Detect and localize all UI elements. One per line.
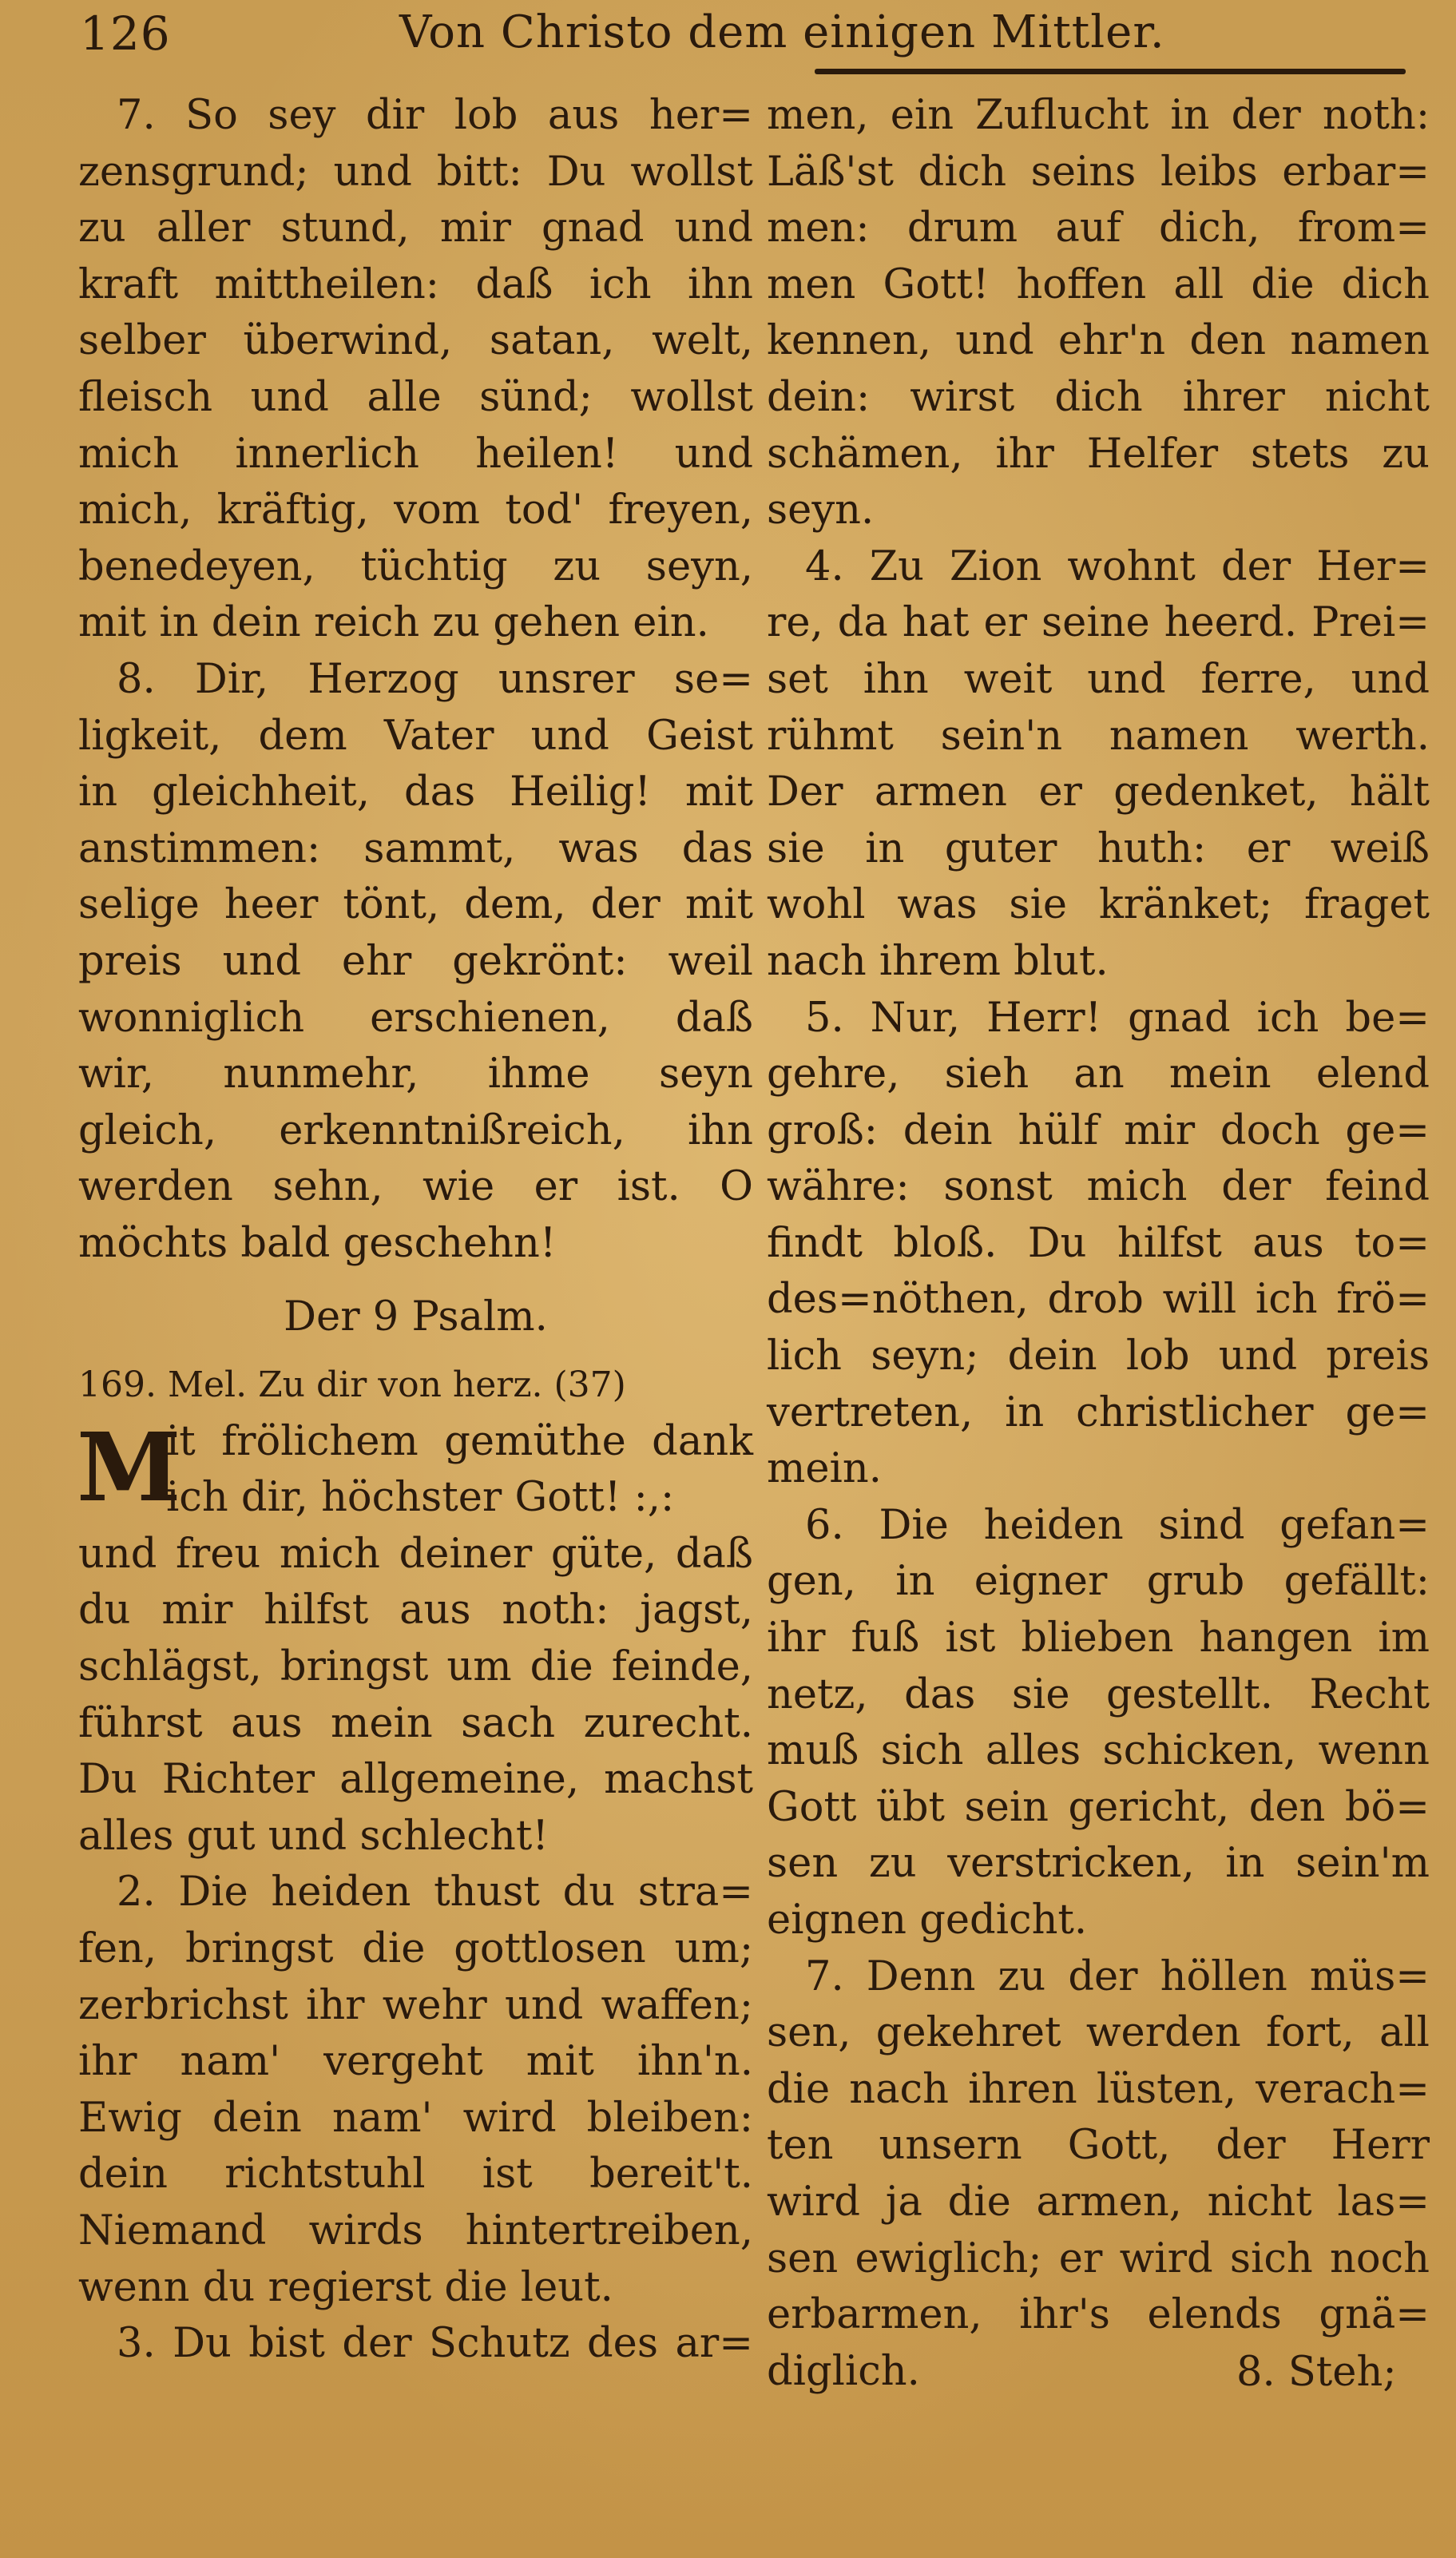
text-line: findt bloß. Du hilfst aus to= (767, 1219, 1430, 1267)
text-line: benedeyen, tüchtig zu seyn, (78, 542, 753, 590)
text-line: muß sich alles schicken, wenn (767, 1727, 1430, 1775)
text-line: wir, nunmehr, ihme seyn (78, 1051, 753, 1098)
text-line: mit in dein reich zu gehen ein. (78, 599, 709, 647)
verse-8-block (78, 652, 753, 1273)
text-line: it frölichem gemüthe dank (166, 1417, 753, 1465)
text-line: währe: sonst mich der feind (767, 1163, 1430, 1211)
psalm-title: Der 9 Psalm. (284, 1293, 548, 1341)
verse-7-block (767, 1949, 1430, 2401)
text-line: sen ewiglich; er wird sich noch (767, 2234, 1430, 2282)
running-title: Von Christo dem einigen Mittler. (399, 6, 1165, 58)
text-line: men Gott! hoffen all die dich (767, 260, 1430, 308)
text-line: ich dir, höchster Gott! :,: (166, 1474, 675, 1522)
text-line: selber überwind, satan, welt, (78, 317, 753, 365)
text-line: eignen gedicht. (767, 1897, 1088, 1944)
text-line: wird ja die armen, nicht las= (767, 2178, 1430, 2226)
verse-2-block (78, 1865, 753, 2316)
text-line: gleich, erkenntnißreich, ihn (78, 1106, 753, 1154)
text-line: 3. Du bist der Schutz des ar= (117, 2320, 753, 2368)
text-line: zu aller stund, mir gnad und (78, 205, 753, 252)
text-line: Der armen er gedenket, hält (767, 769, 1430, 816)
verse-1-block (78, 1527, 753, 1865)
hymn-heading: 169. Mel. Zu dir von herz. (37) (78, 1364, 626, 1406)
text-line: fen, bringst die gottlosen um; (78, 1925, 753, 1972)
verse-3-continuation (767, 88, 1430, 539)
text-line: groß: dein hülf mir doch ge= (767, 1106, 1430, 1154)
text-line: set ihn weit und ferre, und (767, 655, 1430, 703)
text-line: fleisch und alle sünd; wollst (78, 373, 753, 421)
text-line: anstimmen: sammt, was das (78, 824, 753, 872)
text-line: Läß'st dich seins leibs erbar= (767, 148, 1430, 196)
text-line: Niemand wirds hintertreiben, (78, 2206, 753, 2254)
text-line: diglich. (767, 2347, 920, 2395)
text-line: sie in guter huth: er weiß (767, 824, 1430, 872)
catchword: 8. Steh; (1236, 2349, 1397, 2396)
text-line: werden sehn, wie er ist. O (78, 1163, 753, 1211)
right-column (767, 88, 1430, 2400)
verse-6-block (767, 1498, 1430, 1949)
text-line: ihr nam' vergeht mit ihn'n. (78, 2038, 753, 2086)
text-line: mein. (767, 1445, 882, 1493)
text-line: des=nöthen, drob will ich frö= (767, 1276, 1430, 1324)
text-line: re, da hat er seine heerd. Prei= (767, 599, 1430, 647)
text-line: wonniglich erschienen, daß (78, 994, 753, 1042)
text-line: gen, in eigner grub gefällt: (767, 1558, 1430, 1606)
text-line: dein richtstuhl ist bereit't. (78, 2151, 753, 2199)
hymn-opening (77, 1411, 753, 1527)
page-header (80, 5, 1422, 69)
text-line: schlägst, bringst um die feinde, (78, 1643, 753, 1691)
verse-5-block (767, 991, 1430, 1498)
text-line: preis und ehr gekrönt: weil (78, 937, 753, 985)
text-line: ihr fuß ist blieben hangen im (767, 1615, 1430, 1662)
text-line: in gleichheit, das Heilig! mit (78, 769, 753, 816)
text-line: mich innerlich heilen! und (78, 430, 753, 478)
text-line: 4. Zu Zion wohnt der Her= (805, 542, 1430, 590)
text-line: Ewig dein nam' wird bleiben: (78, 2094, 753, 2142)
text-line: ligkeit, dem Vater und Geist (78, 712, 753, 760)
text-line: sen zu verstricken, in sein'm (767, 1840, 1430, 1888)
text-line: kraft mittheilen: daß ich ihn (78, 260, 753, 308)
text-line: selige heer tönt, dem, der mit (78, 881, 753, 929)
verse-7-block (78, 88, 753, 652)
text-line: seyn. (767, 487, 875, 534)
text-line: ten unsern Gott, der Herr (767, 2122, 1430, 2170)
text-line: zerbrichst ihr wehr und waffen; (78, 1981, 753, 2029)
text-line: 2. Die heiden thust du stra= (117, 1869, 753, 1917)
text-line: nach ihrem blut. (767, 937, 1109, 985)
text-line: men, ein Zuflucht in der noth: (767, 92, 1430, 139)
verse-4-block (767, 539, 1430, 991)
text-line: men: drum auf dich, from= (767, 205, 1430, 252)
left-column (78, 88, 753, 2373)
text-line: 6. Die heiden sind gefan= (805, 1501, 1430, 1549)
text-line: Du Richter allgemeine, machst (78, 1756, 753, 1804)
text-line: und freu mich deiner güte, daß (78, 1530, 753, 1578)
text-line: 7. So sey dir lob aus her= (117, 92, 753, 139)
text-line: du mir hilfst aus noth: jagst, (78, 1587, 753, 1634)
text-line: vertreten, in christlicher ge= (767, 1388, 1430, 1436)
text-line: wohl was sie kränket; fraget (767, 881, 1430, 929)
text-line: lich seyn; dein lob und preis (767, 1333, 1430, 1380)
drop-cap: M (77, 1411, 181, 1523)
text-line: 8. Dir, Herzog unsrer se= (117, 655, 753, 703)
text-line: dein: wirst dich ihrer nicht (767, 373, 1430, 421)
text-line: alles gut und schlecht! (78, 1812, 549, 1860)
header-rule (815, 69, 1406, 74)
text-line: 5. Nur, Herr! gnad ich be= (805, 994, 1430, 1042)
text-line: führst aus mein sach zurecht. (78, 1699, 753, 1747)
text-line: 7. Denn zu der höllen müs= (805, 1952, 1430, 2000)
text-line: wenn du regierst die leut. (78, 2263, 613, 2311)
text-line: sen, gekehret werden fort, all (767, 2009, 1430, 2057)
text-line: die nach ihren lüsten, verach= (767, 2065, 1430, 2113)
text-line: rühmt sein'n namen werth. (767, 712, 1430, 760)
page-number: 126 (80, 6, 171, 61)
text-line: gehre, sieh an mein elend (767, 1051, 1430, 1098)
text-line: schämen, ihr Helfer stets zu (767, 430, 1430, 478)
text-line: mich, kräftig, vom tod' freyen, (78, 487, 753, 534)
text-line: erbarmen, ihr's elends gnä= (767, 2291, 1430, 2339)
text-line: Gott übt sein gericht, den bö= (767, 1783, 1430, 1831)
text-line: möchts bald geschehn! (78, 1219, 557, 1267)
text-line: kennen, und ehr'n den namen (767, 317, 1430, 365)
text-line: netz, das sie gestellt. Recht (767, 1670, 1430, 1718)
text-line: zensgrund; und bitt: Du wollst (78, 148, 753, 196)
